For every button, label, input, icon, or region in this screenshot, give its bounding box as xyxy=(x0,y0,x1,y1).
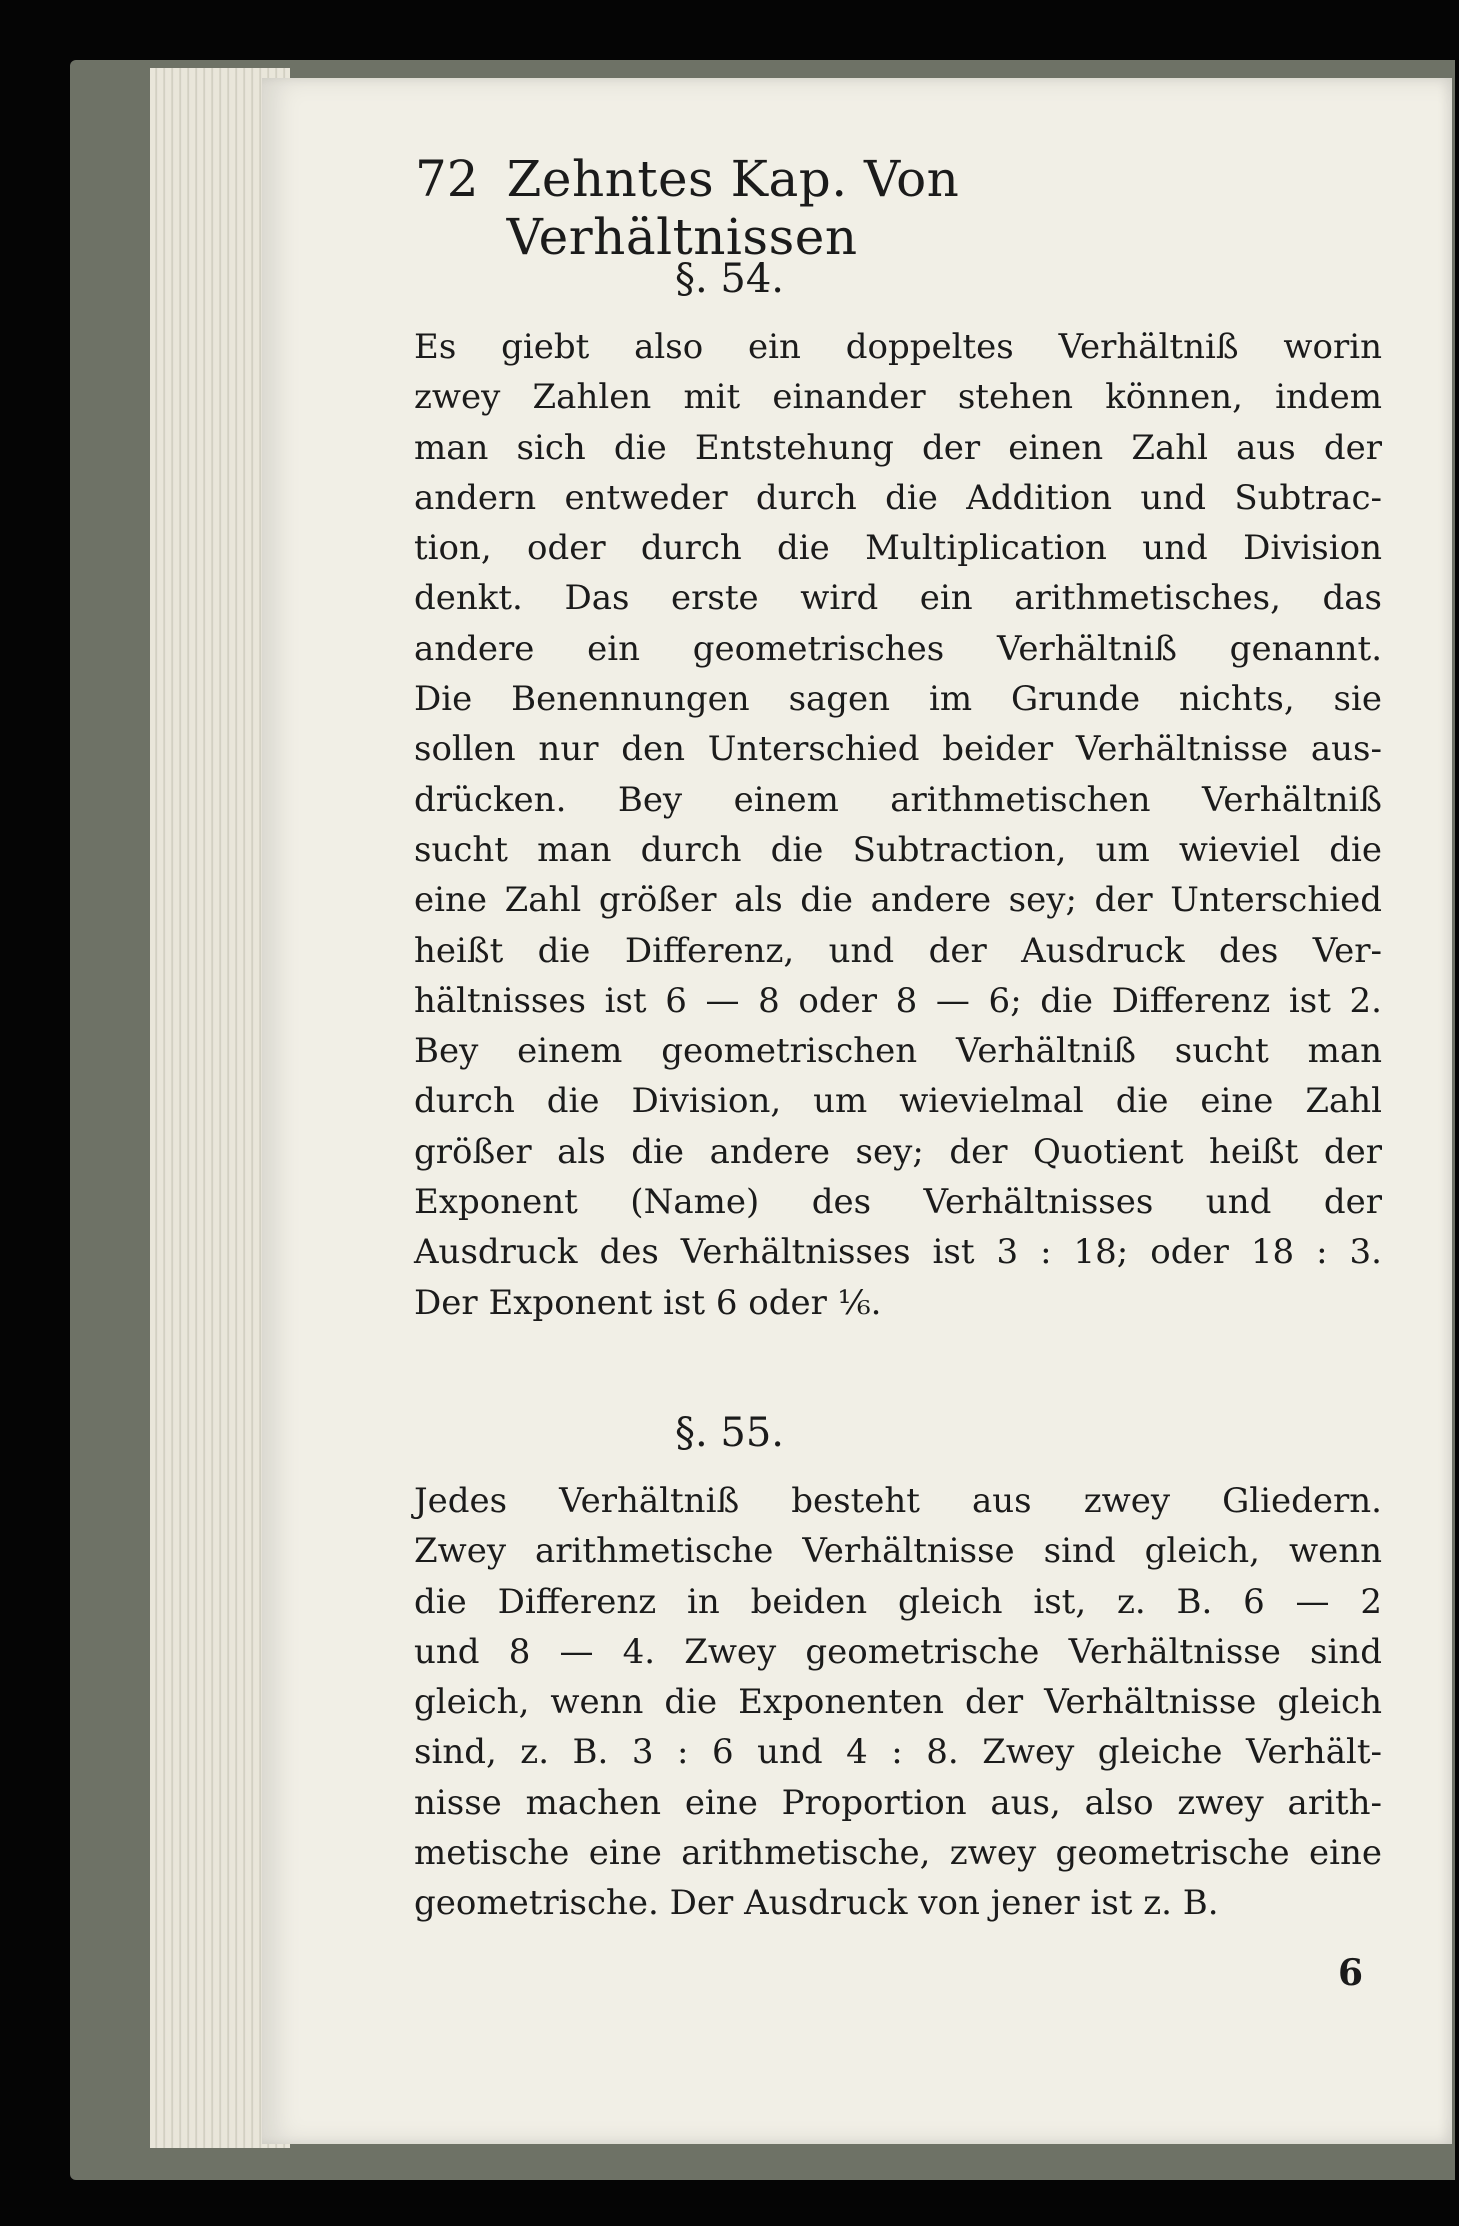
text-line: eine Zahl größer als die andere sey; der Unterschied xyxy=(414,880,1382,921)
text-line: hältnisses ist 6 — 8 oder 8 — 6; die Differenz ist 2. xyxy=(414,980,1382,1021)
page-number: 72 xyxy=(415,150,479,208)
text-line: Ausdruck des Verhältnisses ist 3 : 18; oder 18 : 3. xyxy=(414,1232,1382,1273)
text-line: gleich, wenn die Exponenten der Verhältnisse gleich xyxy=(414,1682,1382,1723)
text-line: Der Exponent ist 6 oder ⅙. xyxy=(414,1282,882,1323)
text-line: durch die Division, um wievielmal die eine Zahl xyxy=(414,1081,1382,1122)
paragraph-section-54 xyxy=(414,322,1382,1328)
text-line: sind, z. B. 3 : 6 und 4 : 8. Zwey gleiche Verhält- xyxy=(414,1732,1382,1773)
text-line: die Differenz in beiden gleich ist, z. B. 6 — 2 xyxy=(414,1581,1382,1622)
paragraph-section-55 xyxy=(414,1476,1382,1929)
running-header xyxy=(415,150,1275,266)
text-line: sucht man durch die Subtraction, um wieviel die xyxy=(414,829,1382,870)
text-line: geometrische. Der Ausdruck von jener ist z. B. xyxy=(414,1883,1219,1924)
text-line: Bey einem geometrischen Verhältniß sucht man xyxy=(414,1031,1382,1072)
text-line: größer als die andere sey; der Quotient heißt der xyxy=(414,1131,1382,1172)
text-line: Die Benennungen sagen im Grunde nichts, sie xyxy=(414,679,1382,720)
text-line: zwey Zahlen mit einander stehen können, indem xyxy=(414,377,1382,418)
text-line: tion, oder durch die Multiplication und Division xyxy=(414,528,1382,569)
text-line: Es giebt also ein doppeltes Verhältniß worin xyxy=(414,327,1382,367)
text-line: andern entweder durch die Addition und Subtrac- xyxy=(414,477,1382,518)
text-line: Jedes Verhältniß besteht aus zwey Gliedern. xyxy=(414,1481,1382,1521)
text-line: heißt die Differenz, und der Ausdruck des Ver- xyxy=(414,930,1382,971)
text-line: metische eine arithmetische, zwey geometrische eine xyxy=(414,1833,1382,1874)
text-line: Zwey arithmetische Verhältnisse sind gleich, wenn xyxy=(414,1531,1382,1572)
text-line: nisse machen eine Proportion aus, also zwey arith- xyxy=(414,1782,1382,1823)
section-number-55: §. 55. xyxy=(674,1410,785,1456)
text-line: und 8 — 4. Zwey geometrische Verhältnisse sind xyxy=(414,1631,1382,1672)
catchword: 6 xyxy=(1338,1952,1364,1994)
text-line: Exponent (Name) des Verhältnisses und der xyxy=(414,1182,1382,1223)
text-line: sollen nur den Unterschied beider Verhältnisse aus- xyxy=(414,729,1382,770)
text-line: drücken. Bey einem arithmetischen Verhältniß xyxy=(414,779,1382,820)
text-line: andere ein geometrisches Verhältniß genannt. xyxy=(414,628,1382,669)
running-title: Zehntes Kap. Von Verhältnissen xyxy=(506,150,960,266)
text-line: denkt. Das erste wird ein arithmetisches, das xyxy=(414,578,1382,619)
text-line: man sich die Entstehung der einen Zahl aus der xyxy=(414,427,1382,468)
section-number-54: §. 54. xyxy=(674,256,785,302)
